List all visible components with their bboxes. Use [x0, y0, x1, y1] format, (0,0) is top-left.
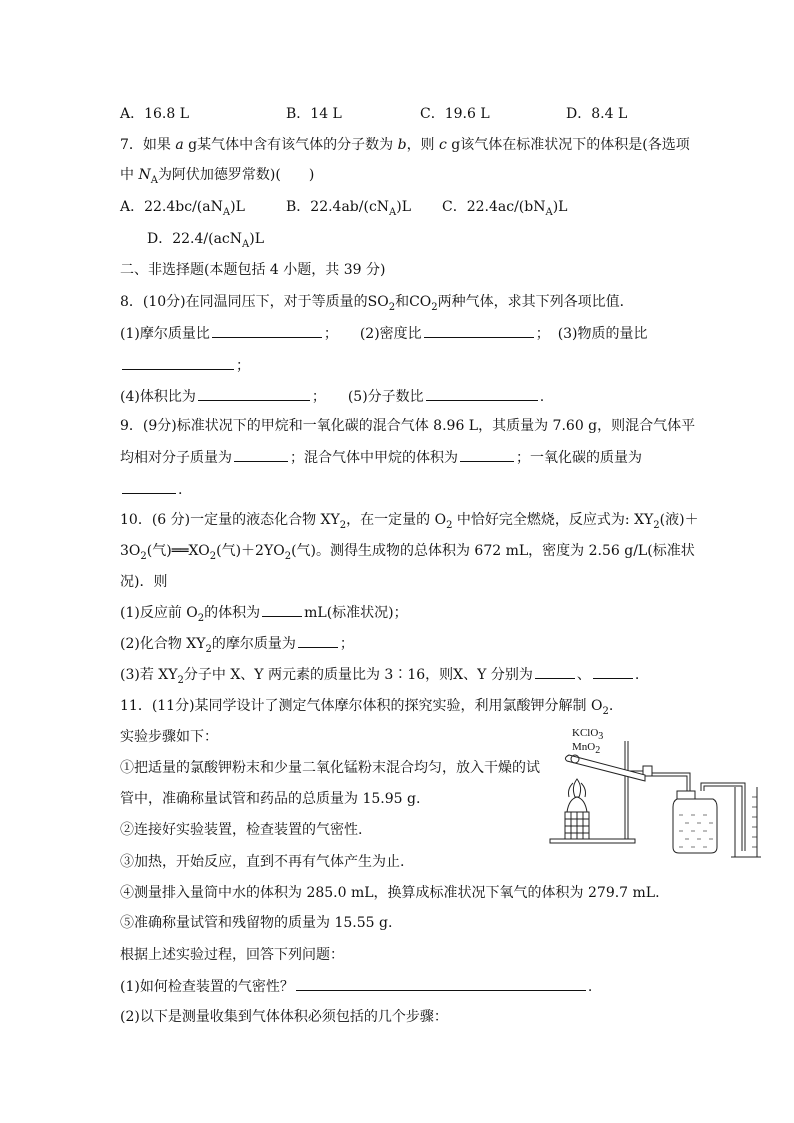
q9-stem-line3: .: [120, 479, 182, 500]
q11-step3: ③加热，开始反应，直到不再有气体产生为止.: [120, 854, 405, 870]
answer-blank[interactable]: [198, 386, 310, 401]
answer-blank[interactable]: [122, 479, 176, 494]
q11-step1-line2: 管中，准确称量试管和药品的总质量为 15.95 g.: [120, 791, 421, 807]
q11-step4: ④测量排入量筒中水的体积为 285.0 mL，换算成标准状况下氧气的体积为 279.7 mL.: [120, 885, 660, 901]
q8-parts-line3: (4)体积比为 ； (5)分子数比 .: [120, 386, 544, 407]
answer-blank[interactable]: [460, 447, 514, 462]
q10-stem-line1: 10．(6 分)一定量的液态化合物 $XY_2$，在一定量的 $O_2$ 中恰好完全燃烧，反应式为: $XY_2$(液)＋: [120, 512, 699, 531]
q11-step5: ⑤准确称量试管和残留物的质量为 15.55 g.: [120, 915, 393, 931]
apparatus-diagram: [545, 735, 785, 860]
q9-stem-line1: 9．(9分)标准状况下的甲烷和一氧化碳的混合气体 8.96 L，其质量为 7.60 g，则混合气体平: [120, 418, 696, 434]
q11-steps-title: 实验步骤如下：: [120, 729, 218, 745]
answer-blank[interactable]: [593, 664, 633, 679]
q6-option-b: B．14 L: [286, 106, 342, 122]
answer-blank[interactable]: [298, 633, 338, 648]
q7-option-b: B．$22.4ab/(cN_A)L$: [286, 199, 412, 218]
q10-stem-line3: 况)．则: [120, 574, 168, 590]
answer-blank[interactable]: [122, 355, 234, 370]
section-heading: 二、非选择题(本题包括 4 小题，共 39 分): [120, 262, 386, 278]
q10-part2: (2)化合物 $XY_2$的摩尔质量为 ；: [120, 633, 354, 654]
q11-question-intro: 根据上述实验过程，回答下列问题：: [120, 947, 344, 963]
answer-blank[interactable]: [262, 602, 302, 617]
q9-stem-line2: 均相对分子质量为 ；混合气体中甲烷的体积为 ；一氧化碳的质量为: [120, 447, 642, 468]
q8-parts-line1: (1)摩尔质量比 ； (2)密度比 ； (3)物质的量比: [120, 323, 648, 344]
answer-blank[interactable]: [535, 664, 575, 679]
q11-step1-line1: ①把适量的氯酸钾粉末和少量二氧化锰粉末混合均匀，放入干燥的试: [120, 760, 540, 776]
q7-option-d: D．22.4/(acN$_A$)L: [147, 231, 265, 250]
q6-option-d: D．8.4 L: [566, 106, 628, 122]
q6-option-a: A．16.8 L: [120, 106, 190, 122]
answer-blank[interactable]: [296, 976, 586, 991]
q10-part3: (3)若 $XY_2$分子中 X、Y 两元素的质量比为 3∶16，则X、Y 分别为 、 .: [120, 664, 639, 685]
answer-blank[interactable]: [426, 386, 538, 401]
q7-option-c: C．$22.4ac/(bN_A)L$: [442, 199, 568, 218]
q8-stem: 8．(10分)在同温同压下，对于等质量的$SO_2$和$CO_2$两种气体，求其下列各项比值．: [120, 294, 634, 313]
q11-stem: 11．(11分)某同学设计了测定气体摩尔体积的探究实验，利用氯酸钾分解制 $O_2$.: [120, 698, 614, 717]
q11-part1: (1)如何检查装置的气密性？ .: [120, 976, 592, 997]
q11-step2: ②连接好实验装置，检查装置的气密性.: [120, 822, 363, 838]
answer-blank[interactable]: [212, 323, 322, 338]
answer-blank[interactable]: [234, 447, 288, 462]
q10-stem-line2: $3O_2$(气)$══XO_2$(气)$+2YO_2$(气)。测得生成物的总体积为 672 mL，密度为 2.56 g/L(标准状: [120, 543, 695, 562]
answer-blank[interactable]: [424, 323, 534, 338]
q7-stem-line1: 7．如果 a g某气体中含有该气体的分子数为 b，则 c g该气体在标准状况下的体积是(各选项: [120, 137, 690, 153]
q11-part2: (2)以下是测量收集到气体体积必须包括的几个步骤：: [120, 1009, 448, 1025]
q6-option-c: C．19.6 L: [420, 106, 490, 122]
q7-option-a: A．$22.4bc/(aN_A)L$: [120, 199, 245, 218]
q7-stem-line2: 中 $N_A$为阿伏加德罗常数)( ): [120, 167, 315, 186]
figure-label-mno2: MnO$_2$: [572, 741, 601, 757]
q8-parts-line2: ；: [120, 355, 250, 376]
q10-part1: (1)反应前 $O_2$的体积为 mL(标准状况)；: [120, 602, 408, 623]
figure-label-kclo3: KClO$_3$: [572, 727, 604, 743]
